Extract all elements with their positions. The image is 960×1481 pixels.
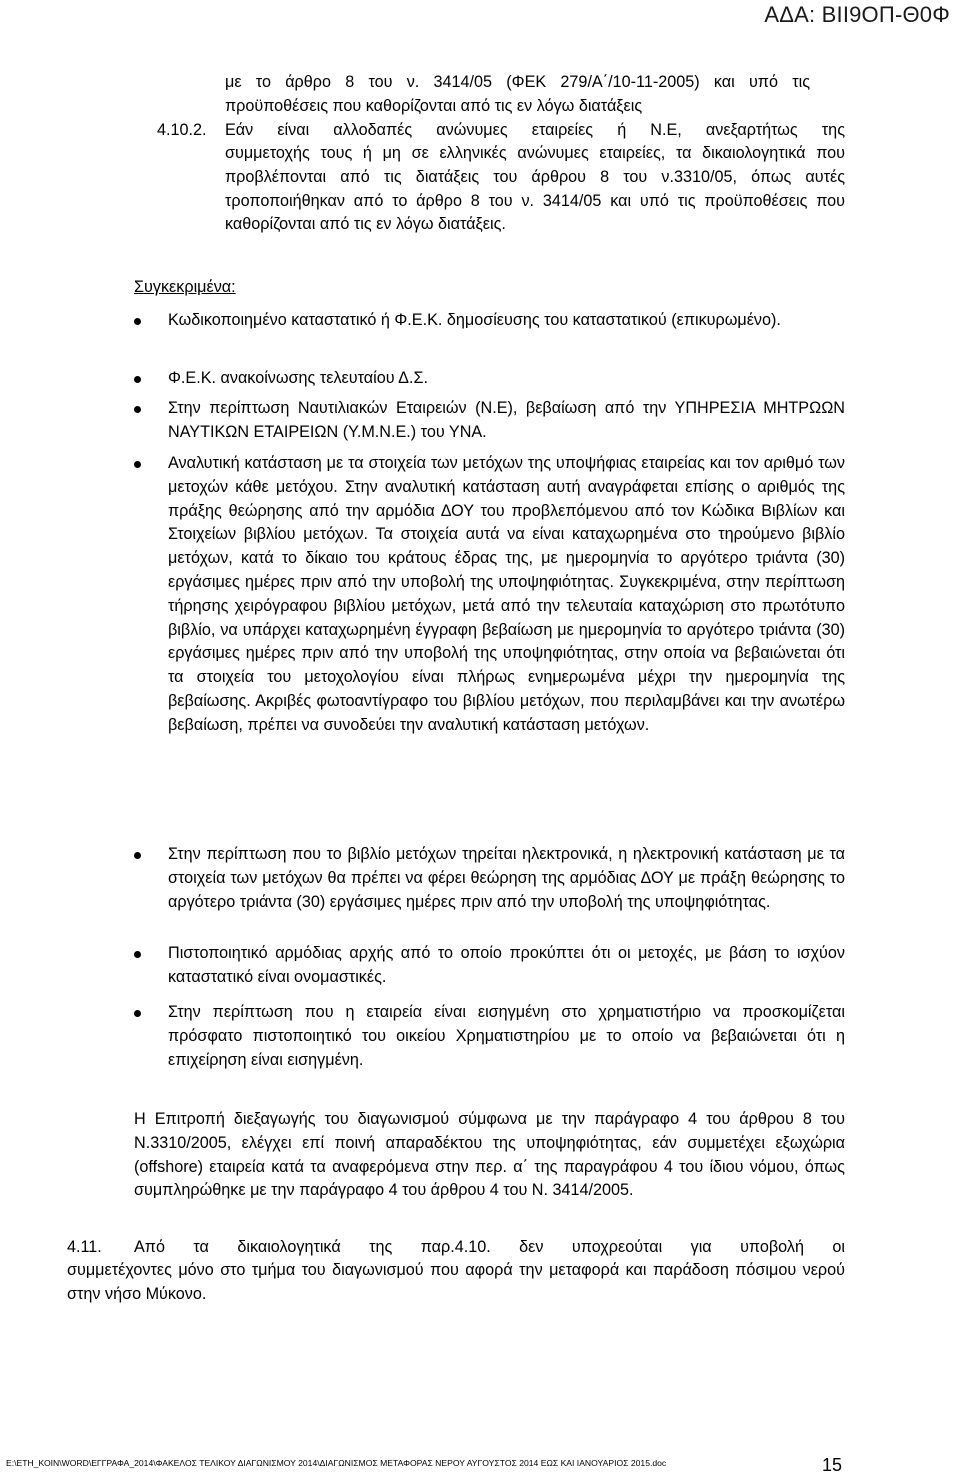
subsection-4-10-2-text: συμμετοχής τους ή μη σε ελληνικές ανώνυμες εταιρείες, τα δικαιολογητικά που προβλέπονται από τις διατάξεις του άρθρου 8 του ν.3310/05, όπως αυτές τροποποιήθηκαν από το άρθρο 8 του ν. 3414/05 και υπό τις προϋποθέσεις που καθορίζονται από τις εν λόγω διατάξεις. <box>225 144 845 234</box>
subsection-4-10-2-first-line: Εάν είναι αλλοδαπές ανώνυμες εταιρείες ή Ν.Ε, ανεξαρτήτως της <box>225 121 845 139</box>
bullet-item-1: Κωδικοποιημένο καταστατικό ή Φ.Ε.Κ. δημοσίευσης του καταστατικού (επικυρωμένο). <box>168 311 781 329</box>
bullet-item-4: Αναλυτική κατάσταση με τα στοιχεία των μετόχων της υποψήφιας εταιρείας και τον αριθμό των μετοχών κάθε μετόχου. Στην αναλυτική κατάσταση αυτή αναγράφεται επίσης ο αριθμός της πράξης θεώρησης από την αρμόδια ΔΟΥ του προβλεπόμενου από τον Κώδικα Βιβλίων και Στοιχείων βιβλίου μετόχων. Τα στοιχεία αυτά να είναι καταχωρημένα στο τηρούμενο βιβλίο μετόχων, κατά το δίκαιο του κράτους έδρας της, με ημερομηνία το αργότερο τριάντα (30) εργάσιμες ημέρες πριν από την υποβολή της υποψηφιότητας. Συγκεκριμένα, στην περίπτωση τήρησης χειρόγραφου βιβλίου μετόχων, μετά από την τελευταία καταχώριση στο πρωτότυπο βιβλίο, να υπάρχει καταχωρημένη έγγραφη βεβαίωση με ημερομηνία το αργότερο τριάντα (30) εργάσιμες ημέρες πριν από την υποβολή της υποψηφιότητας, στην οποία να βεβαιώνεται ότι τα στοιχεία του μετοχολογίου είναι πλήρως ενημερωμένα μέχρι την ημερομηνία της βεβαίωσης. Ακριβές φωτοαντίγραφο του βιβλίου μετόχων, που περιλαμβάνει και την ανωτέρω βεβαίωση, πρέπει να συνοδεύει την αναλυτική κατάσταση μετόχων. <box>168 454 845 734</box>
bullet-dot <box>134 852 141 859</box>
bullet-dot <box>134 951 141 958</box>
bullet-dot <box>134 406 141 413</box>
paragraph-continuation: με το άρθρο 8 του ν. 3414/05 (ΦΕΚ 279/Α΄/10-11-2005) και υπό τις προϋποθέσεις που καθορίζονται από τις εν λόγω διατάξεις <box>225 73 810 115</box>
bullet-dot <box>134 376 141 383</box>
footer-file-path: E:\ΕΤΗ_ΚΟΙΝ\WORD\ΕΓΓΡΑΦΑ_2014\ΦΑΚΕΛΟΣ ΤΕΛΙΚΟΥ ΔΙΑΓΩΝΙΣΜΟΥ 2014\ΔΙΑΓΩΝΙΣΜΟΣ ΜΕΤΑΦΟΡΑΣ ΝΕΡΟΥ ΑΥΓΟΥΣΤΟΣ 2014 ΕΩΣ ΚΑΙ ΙΑΝΟΥΑΡΙΟΣ 2015.doc <box>6 1458 667 1468</box>
ada-code: ΑΔΑ: ΒΙΙ9ΟΠ-Θ0Φ <box>764 2 950 27</box>
bullet-dot <box>134 1010 141 1017</box>
bullet-item-7: Στην περίπτωση που η εταιρεία είναι εισηγμένη στο χρηματιστήριο να προσκομίζεται πρόσφατο πιστοποιητικό του οικείου Χρηματιστηρίου με το οποίο να βεβαιώνεται ότι η επιχείρηση είναι εισηγμένη. <box>168 1003 845 1069</box>
subsection-number-4-10-2: 4.10.2. <box>157 121 207 139</box>
bullet-dot <box>134 461 141 468</box>
bullet-item-6: Πιστοποιητικό αρμόδιας αρχής από το οποίο προκύπτει ότι οι μετοχές, με βάση το ισχύον καταστατικό είναι ονομαστικές. <box>168 944 845 986</box>
section-4-11-first-line: Από τα δικαιολογητικά της παρ.4.10. δεν υποχρεούται για υποβολή οι <box>134 1238 845 1256</box>
page-number: 15 <box>822 1455 843 1475</box>
section-number-4-11: 4.11. <box>67 1238 102 1256</box>
committee-paragraph: Η Επιτροπή διεξαγωγής του διαγωνισμού σύμφωνα με την παράγραφο 4 του άρθρου 8 του Ν.3310/2005, ελέγχει επί ποινή απαραδέκτου της υποψηφιότητας, εάν συμμετέχει εξωχώρια (offshore) εταιρεία κατά τα αναφερόμενα στην περ. α΄ της παραγράφου 4 του ίδιου νόμου, όπως συμπληρώθηκε με την παράγραφο 4 του άρθρου 4 του Ν. 3414/2005. <box>134 1110 845 1200</box>
specifically-label: Συγκεκριμένα: <box>134 278 236 296</box>
bullet-item-2: Φ.Ε.Κ. ανακοίνωσης τελευταίου Δ.Σ. <box>168 369 428 387</box>
section-4-11-text: συμμετέχοντες μόνο στο τμήμα του διαγωνισμού που αφορά την μεταφορά και παράδοση πόσιμου νερού στην νήσο Μύκονο. <box>67 1261 845 1303</box>
bullet-item-5: Στην περίπτωση που το βιβλίο μετόχων τηρείται ηλεκτρονικά, η ηλεκτρονική κατάσταση με τα στοιχεία των μετόχων θα πρέπει να φέρει θεώρηση της αρμόδιας ΔΟΥ με πράξη θεώρησης το αργότερο τριάντα (30) εργάσιμες ημέρες πριν από την υποβολή της υποψηφιότητας. <box>168 845 845 911</box>
bullet-dot <box>134 318 141 325</box>
bullet-item-3: Στην περίπτωση Ναυτιλιακών Εταιρειών (Ν.Ε), βεβαίωση από την ΥΠΗΡΕΣΙΑ ΜΗΤΡΩΩΝ ΝΑΥΤΙΚΩΝ ΕΤΑΙΡΕΙΩΝ (Υ.Μ.Ν.Ε.) του ΥΝΑ. <box>168 399 845 441</box>
